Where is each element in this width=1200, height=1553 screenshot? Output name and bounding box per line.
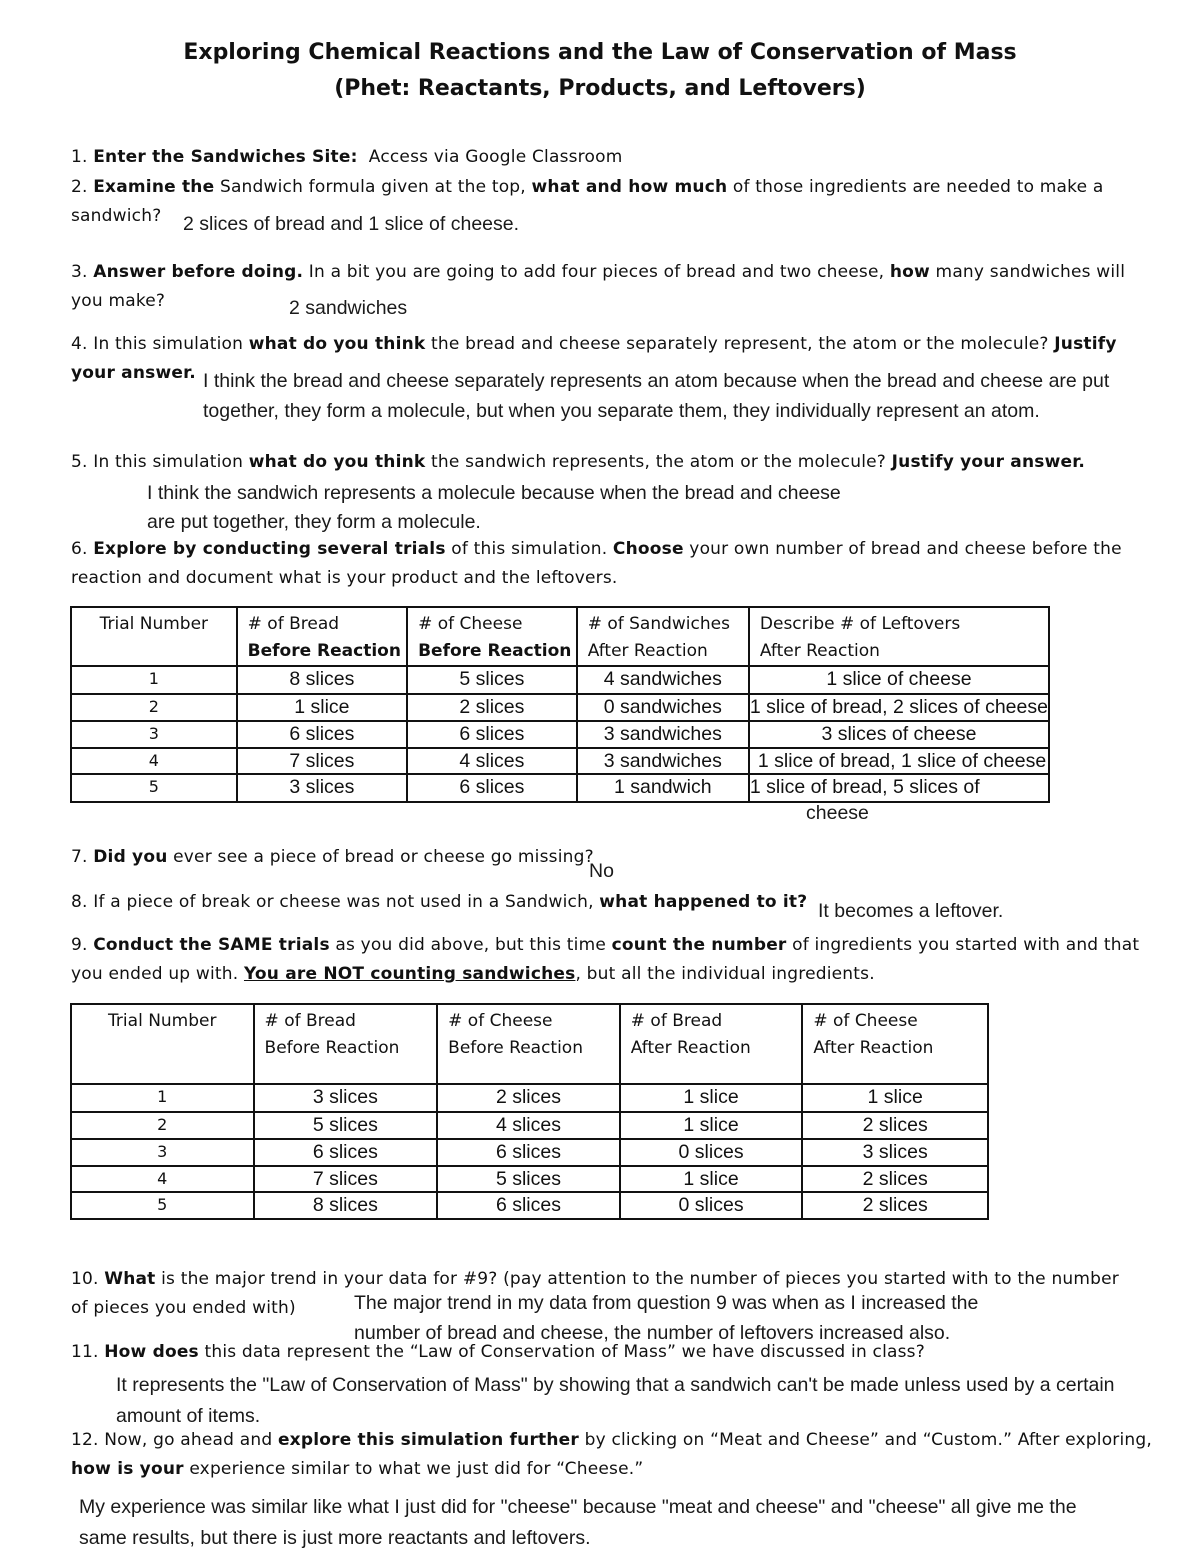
- trial-cell: 1: [71, 666, 237, 694]
- sandwiches-cell: 0 sandwiches: [577, 694, 749, 721]
- cheese-before-cell: 5 slices: [437, 1166, 620, 1192]
- cheese-after-cell: 2 slices: [802, 1112, 988, 1139]
- table-row: [71, 694, 1049, 721]
- answer-12-line1: My experience was similar like what I just did for "cheese" because "meat and cheese" and "cheese" all give me the: [79, 1496, 1077, 1518]
- header-cheese-after: # of Cheese After Reaction: [802, 1004, 988, 1084]
- question-12-line2: how is your experience similar to what we just did for “Cheese.”: [71, 1459, 644, 1479]
- question-11: 11. How does this data represent the “Law of Conservation of Mass” we have discussed in class?: [71, 1342, 925, 1362]
- trial-cell: 3: [71, 1139, 254, 1166]
- answer-5-line1: I think the sandwich represents a molecule because when the bread and cheese: [147, 482, 841, 504]
- bread-before-cell: 5 slices: [254, 1112, 438, 1139]
- cheese-cell: 6 slices: [407, 774, 577, 802]
- cheese-before-cell: 6 slices: [437, 1139, 620, 1166]
- trial-cell: 1: [71, 1084, 254, 1112]
- bread-before-cell: 6 slices: [254, 1139, 438, 1166]
- question-3: 3. Answer before doing. In a bit you are going to add four pieces of bread and two cheese, how many sandwiches will: [71, 262, 1126, 282]
- question-9-line2: you ended up with. You are NOT counting sandwiches, but all the individual ingredients.: [71, 964, 875, 984]
- question-3-line2: you make?: [71, 291, 166, 311]
- sandwiches-cell: 4 sandwiches: [577, 666, 749, 694]
- cheese-before-cell: 6 slices: [437, 1192, 620, 1219]
- cheese-after-cell: 2 slices: [802, 1166, 988, 1192]
- question-6: 6. Explore by conducting several trials of this simulation. Choose your own number of bread and cheese before the: [71, 539, 1122, 559]
- table-row: [71, 666, 1049, 694]
- question-2-line2: sandwich?: [71, 206, 162, 226]
- header-bread-before: # of Bread Before Reaction: [254, 1004, 438, 1084]
- leftovers-cell: 3 slices of cheese: [749, 721, 1049, 748]
- bread-before-cell: 7 slices: [254, 1166, 438, 1192]
- table-row: [71, 1166, 988, 1192]
- answer-12-line2: same results, but there is just more reactants and leftovers.: [79, 1527, 591, 1549]
- bread-after-cell: 1 slice: [620, 1166, 803, 1192]
- table-header-row: [71, 1004, 988, 1084]
- bread-before-cell: 3 slices: [254, 1084, 438, 1112]
- trial-cell: 5: [71, 1192, 254, 1219]
- table-row: [71, 1139, 988, 1166]
- header-sandwiches-after: # of Sandwiches After Reaction: [577, 607, 749, 666]
- header-cheese-before: # of Cheese Before Reaction: [407, 607, 577, 666]
- bread-after-cell: 0 slices: [620, 1192, 803, 1219]
- trial-cell: 4: [71, 1166, 254, 1192]
- answer-2: 2 slices of bread and 1 slice of cheese.: [183, 213, 520, 235]
- table-row: [71, 1084, 988, 1112]
- cheese-cell: 6 slices: [407, 721, 577, 748]
- table-row: [71, 721, 1049, 748]
- leftovers-overflow: cheese: [806, 802, 869, 824]
- question-1: 1. Enter the Sandwiches Site: Access via Google Classroom: [71, 147, 623, 167]
- trial-cell: 2: [71, 1112, 254, 1139]
- page-title: Exploring Chemical Reactions and the Law of Conservation of Mass: [183, 40, 1017, 65]
- bread-cell: 3 slices: [237, 774, 407, 802]
- cheese-before-cell: 4 slices: [437, 1112, 620, 1139]
- cheese-cell: 2 slices: [407, 694, 577, 721]
- page-subtitle: (Phet: Reactants, Products, and Leftovers): [334, 76, 866, 101]
- question-6-line2: reaction and document what is your product and the leftovers.: [71, 568, 618, 588]
- question-5: 5. In this simulation what do you think the sandwich represents, the atom or the molecule? Justify your answer.: [71, 452, 1086, 472]
- question-8: 8. If a piece of break or cheese was not used in a Sandwich, what happened to it?: [71, 892, 808, 912]
- trial-cell: 4: [71, 748, 237, 774]
- bread-cell: 7 slices: [237, 748, 407, 774]
- header-bread-after: # of Bread After Reaction: [620, 1004, 803, 1084]
- trials-table: [70, 606, 1050, 803]
- question-4-line2: your answer.: [71, 363, 196, 383]
- header-leftovers-after: Describe # of Leftovers After Reaction: [749, 607, 1049, 666]
- cheese-before-cell: 2 slices: [437, 1084, 620, 1112]
- trial-cell: 2: [71, 694, 237, 721]
- sandwiches-cell: 3 sandwiches: [577, 748, 749, 774]
- question-10-line2: of pieces you ended with): [71, 1298, 296, 1318]
- answer-10-line1: The major trend in my data from question 9 was when as I increased the: [354, 1292, 979, 1314]
- leftovers-cell: 1 slice of bread, 2 slices of cheese: [749, 694, 1049, 721]
- bread-after-cell: 1 slice: [620, 1112, 803, 1139]
- trial-cell: 5: [71, 774, 237, 802]
- header-bread-before: # of Bread Before Reaction: [237, 607, 407, 666]
- trial-cell: 3: [71, 721, 237, 748]
- bread-cell: 8 slices: [237, 666, 407, 694]
- table-row: [71, 748, 1049, 774]
- answer-11-line1: It represents the "Law of Conservation of Mass" by showing that a sandwich can't be made unless used by a certain: [116, 1374, 1115, 1396]
- ingredients-table: [70, 1003, 989, 1220]
- table-header-row: [71, 607, 1049, 666]
- answer-8: It becomes a leftover.: [818, 900, 1004, 922]
- bread-before-cell: 8 slices: [254, 1192, 438, 1219]
- question-4: 4. In this simulation what do you think the bread and cheese separately represent, the atom or the molecule? Justify: [71, 334, 1117, 354]
- cheese-cell: 4 slices: [407, 748, 577, 774]
- header-cheese-before: # of Cheese Before Reaction: [437, 1004, 620, 1084]
- table-row: [71, 1192, 988, 1219]
- leftovers-cell: 1 slice of cheese: [749, 666, 1049, 694]
- answer-10-line2: number of bread and cheese, the number of leftovers increased also.: [354, 1322, 951, 1344]
- question-10: 10. What is the major trend in your data for #9? (pay attention to the number of pieces you started with to the number: [71, 1269, 1119, 1289]
- cheese-after-cell: 1 slice: [802, 1084, 988, 1112]
- question-12: 12. Now, go ahead and explore this simulation further by clicking on “Meat and Cheese” and “Custom.” After exploring,: [71, 1430, 1152, 1450]
- answer-3: 2 sandwiches: [289, 297, 408, 319]
- question-9: 9. Conduct the SAME trials as you did above, but this time count the number of ingredients you started with and that: [71, 935, 1140, 955]
- bread-after-cell: 0 slices: [620, 1139, 803, 1166]
- cheese-after-cell: 3 slices: [802, 1139, 988, 1166]
- table-row: [71, 774, 1049, 802]
- leftovers-cell: 1 slice of bread, 1 slice of cheese: [749, 748, 1049, 774]
- sandwiches-cell: 1 sandwich: [577, 774, 749, 802]
- leftovers-cell: 1 slice of bread, 5 slices of: [749, 774, 1049, 802]
- answer-4-line1: I think the bread and cheese separately represents an atom because when the bread and cheese are put: [203, 370, 1110, 392]
- answer-7: No: [589, 860, 614, 882]
- question-7: 7. Did you ever see a piece of bread or cheese go missing?: [71, 847, 594, 867]
- header-trial-number: Trial Number: [71, 607, 237, 666]
- answer-5-line2: are put together, they form a molecule.: [147, 511, 481, 533]
- answer-11-line2: amount of items.: [116, 1405, 261, 1427]
- header-trial-number: Trial Number: [71, 1004, 254, 1084]
- cheese-cell: 5 slices: [407, 666, 577, 694]
- answer-4-line2: together, they form a molecule, but when you separate them, they individually represent an atom.: [203, 400, 1040, 422]
- table-row: [71, 1112, 988, 1139]
- bread-after-cell: 1 slice: [620, 1084, 803, 1112]
- sandwiches-cell: 3 sandwiches: [577, 721, 749, 748]
- bread-cell: 1 slice: [237, 694, 407, 721]
- cheese-after-cell: 2 slices: [802, 1192, 988, 1219]
- bread-cell: 6 slices: [237, 721, 407, 748]
- question-2: 2. Examine the Sandwich formula given at the top, what and how much of those ingredients are needed to make a: [71, 177, 1104, 197]
